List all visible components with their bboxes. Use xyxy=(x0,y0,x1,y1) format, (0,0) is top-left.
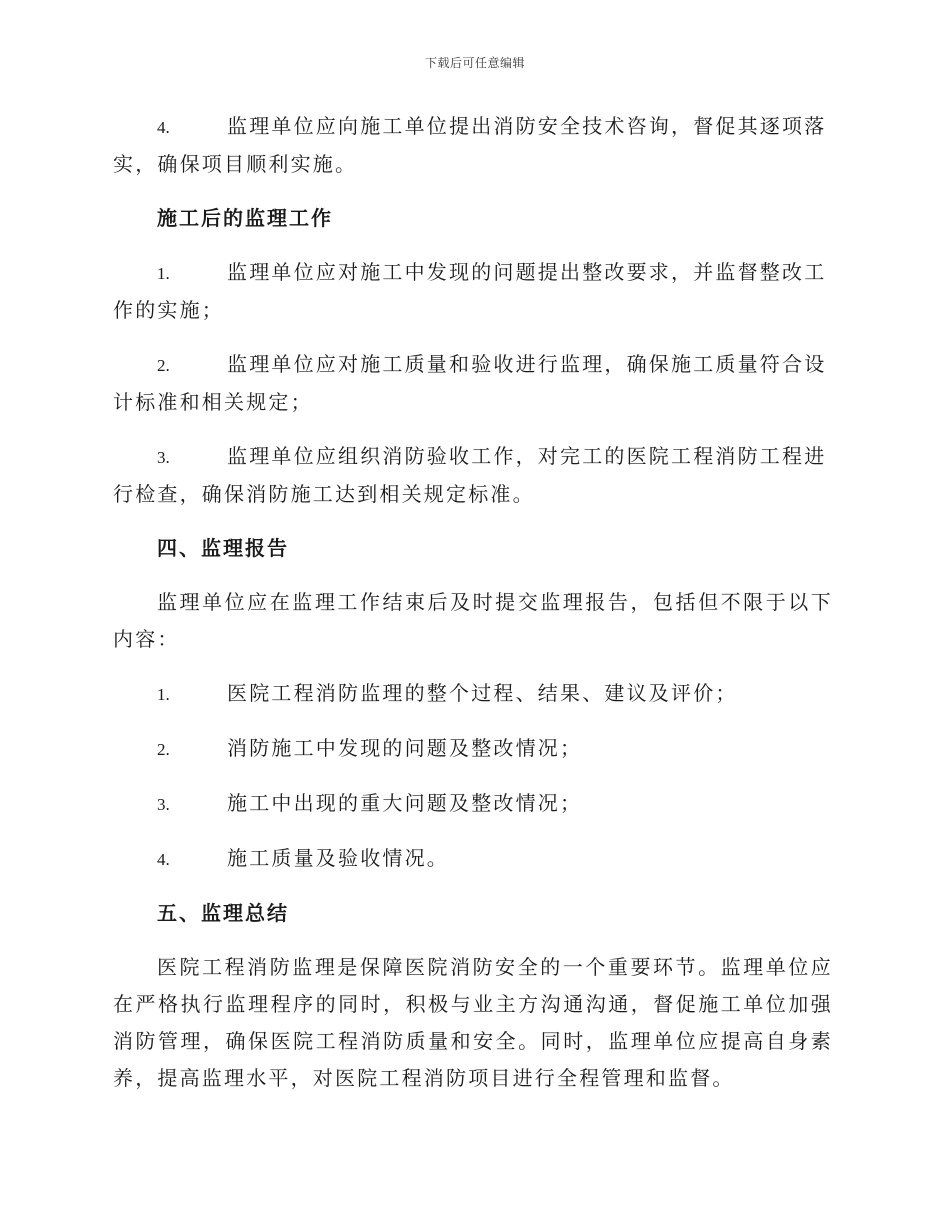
list-number: 3. xyxy=(157,448,170,467)
list-number: 2. xyxy=(157,740,170,759)
list-item xyxy=(113,840,833,878)
list-number: 4. xyxy=(157,850,170,869)
list-text: 监理单位应组织消防验收工作，对完工的医院工程消防工程进行检查，确保消防施工达到相关规定标准。 xyxy=(113,444,827,506)
list-text: 消防施工中发现的问题及整改情况； xyxy=(227,736,583,760)
list-text: 医院工程消防监理的整个过程、结果、建议及评价； xyxy=(227,681,738,705)
section-heading: 五、监理总结 xyxy=(157,901,289,925)
list-item xyxy=(113,108,833,183)
list-number: 4. xyxy=(157,118,170,137)
list-text: 监理单位应向施工单位提出消防安全技术咨询，督促其逐项落实，确保项目顺利实施。 xyxy=(113,114,827,176)
list-number: 1. xyxy=(157,685,170,704)
list-number: 1. xyxy=(157,264,170,283)
list-text: 监理单位应对施工质量和验收进行监理，确保施工质量符合设计标准和相关规定； xyxy=(113,352,827,414)
document-body xyxy=(113,108,833,1097)
list-text: 施工质量及验收情况。 xyxy=(227,846,449,870)
paragraph: 医院工程消防监理是保障医院消防安全的一个重要环节。监理单位应在严格执行监理程序的同时，积极与业主方沟通沟通，督促施工单位加强消防管理，确保医院工程消防质量和安全。同时，监理单位应提高自身素养，提高监理水平，对医院工程消防项目进行全程管理和监督。 xyxy=(113,955,833,1090)
section-heading: 施工后的监理工作 xyxy=(157,206,333,230)
list-item xyxy=(113,730,833,768)
list-number: 2. xyxy=(157,356,170,375)
list-item xyxy=(113,346,833,421)
paragraph: 监理单位应在监理工作结束后及时提交监理报告，包括但不限于以下内容： xyxy=(113,590,833,651)
list-text: 施工中出现的重大问题及整改情况； xyxy=(227,791,583,815)
list-text: 监理单位应对施工中发现的问题提出整改要求，并监督整改工作的实施； xyxy=(113,260,827,322)
page-header: 下载后可任意编辑 xyxy=(424,56,525,70)
list-item xyxy=(113,675,833,713)
list-item xyxy=(113,254,833,329)
list-number: 3. xyxy=(157,795,170,814)
list-item xyxy=(113,785,833,823)
list-item xyxy=(113,438,833,513)
section-heading: 四、监理报告 xyxy=(157,536,289,560)
